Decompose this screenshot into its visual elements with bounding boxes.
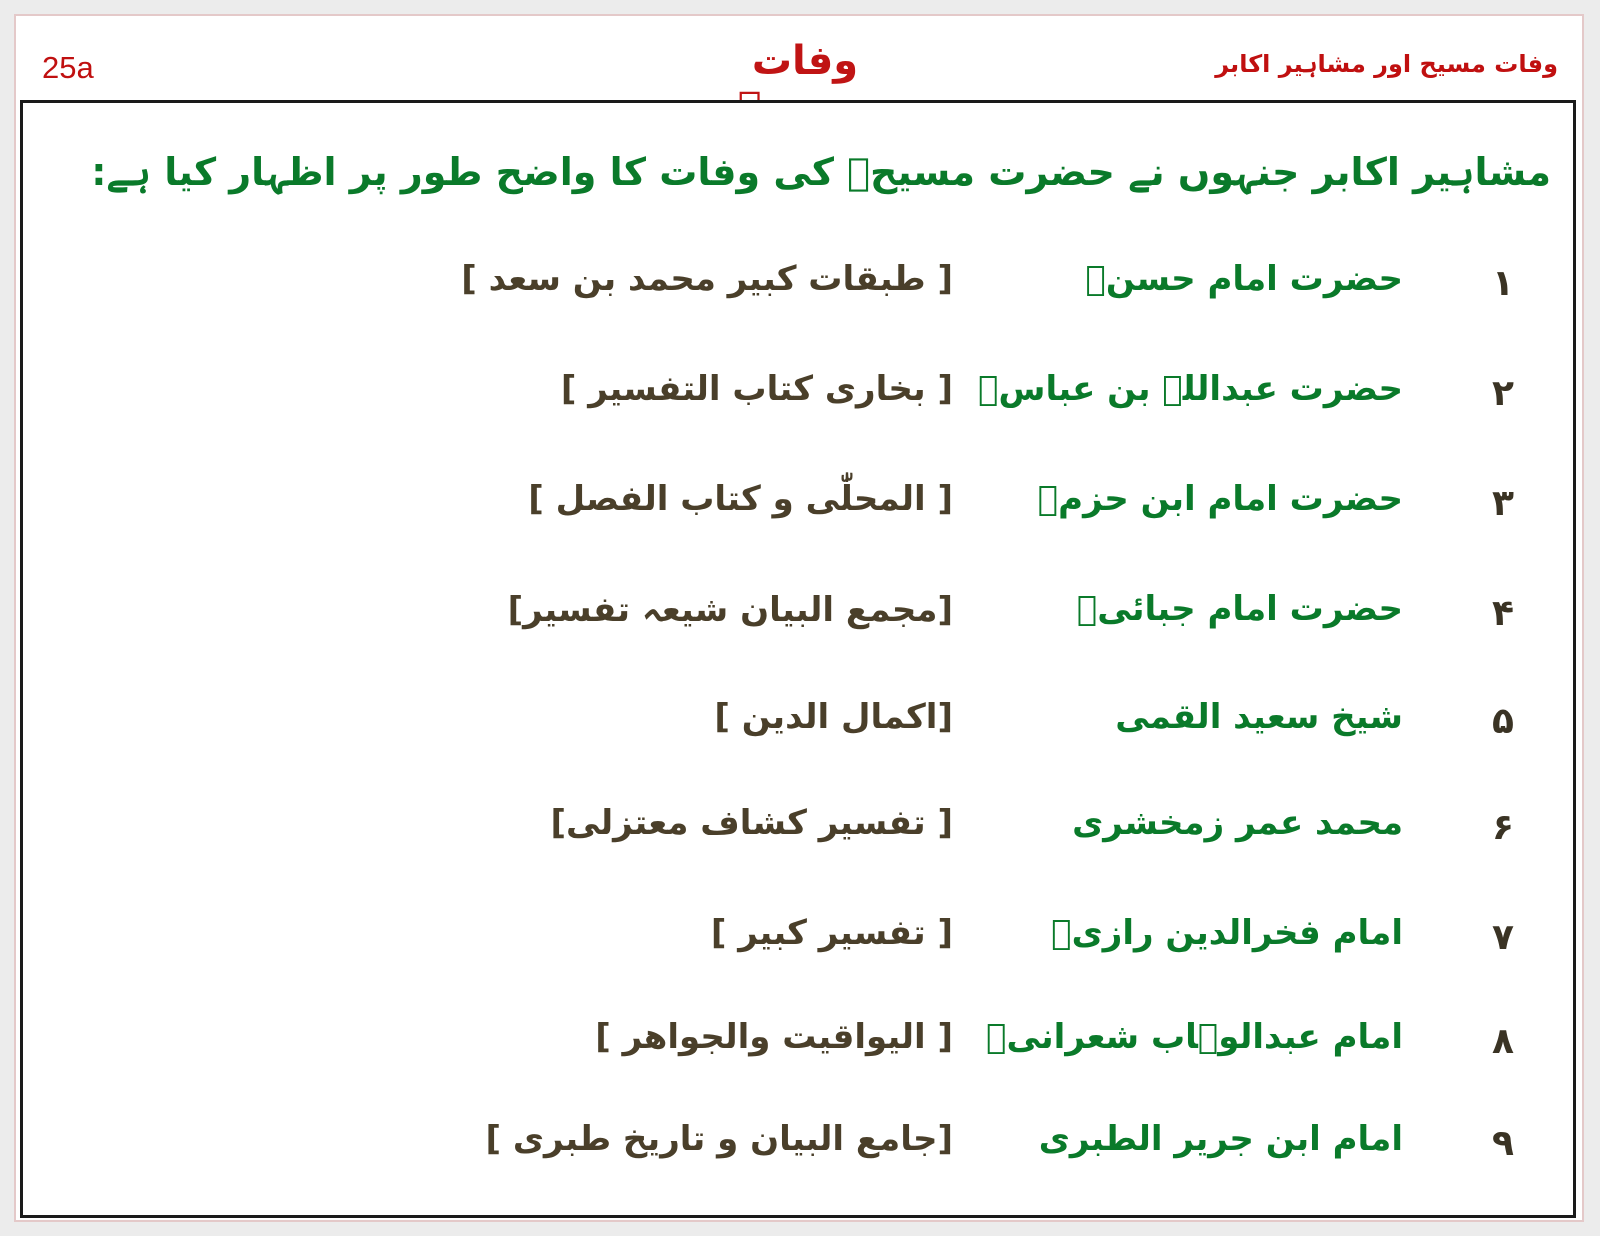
source-reference: [ المحلّٰی و کتاب الفصل ] [528, 479, 953, 519]
item-number: ۹ [1492, 1123, 1514, 1164]
list-item [23, 1115, 1573, 1185]
source-reference: [ تفسیر کبیر ] [710, 913, 953, 953]
source-reference: [اکمال الدین ] [714, 697, 953, 737]
scholar-name: محمد عمر زمخشری [1072, 803, 1403, 843]
source-reference: [ بخاری کتاب التفسیر ] [560, 369, 953, 409]
scholar-name: حضرت امام جبائیؒ [1076, 589, 1403, 629]
list-item [23, 1013, 1573, 1083]
source-reference: [ طبقات کبیر محمد بن سعد ] [461, 259, 953, 299]
section-heading: مشاہیر اکابر جنہوں نے حضرت مسیحؑ کی وفات کا واضح طور پر اظہار کیا ہے: [91, 150, 1551, 194]
list-item [23, 909, 1573, 979]
source-reference: [ الیواقیت والجواھر ] [595, 1017, 953, 1057]
content-frame [20, 100, 1576, 1218]
page-number: 25a [42, 50, 94, 85]
running-header: وفات مسیح اور مشاہیر اکابر [1215, 50, 1558, 78]
list-item [23, 585, 1573, 655]
item-number: ۷ [1492, 917, 1514, 958]
scholar-name: امام ابن جریر الطبری [1038, 1119, 1403, 1159]
header-title: وفات [751, 38, 859, 84]
item-number: ۲ [1492, 373, 1514, 414]
list-item [23, 365, 1573, 435]
list-item [23, 799, 1573, 869]
scholar-name: امام فخرالدین رازیؒ [1051, 913, 1403, 953]
scholar-name: حضرت عبداللہ بن عباسؓ [978, 369, 1403, 409]
source-reference: [جامع البیان و تاریخ طبری ] [485, 1119, 953, 1159]
source-reference: [ تفسیر کشاف معتزلی] [550, 803, 953, 843]
item-number: ۶ [1492, 807, 1514, 848]
item-number: ۴ [1492, 593, 1514, 634]
scholar-name: امام عبدالوہاب شعرانیؒ [986, 1017, 1403, 1057]
list-item [23, 255, 1573, 325]
item-number: ۱ [1492, 263, 1514, 304]
list-item [23, 475, 1573, 545]
list-item [23, 693, 1573, 763]
source-reference: [مجمع البیان شیعہ تفسیر] [507, 590, 953, 630]
item-number: ۳ [1492, 483, 1514, 524]
item-number: ۵ [1492, 701, 1514, 742]
scholar-name: حضرت امام حسنؓ [1085, 259, 1403, 299]
item-number: ۸ [1492, 1021, 1514, 1062]
scholar-name: حضرت امام ابن حزمؒ [1037, 479, 1403, 519]
scholar-name: شیخ سعید القمی [1115, 697, 1403, 737]
